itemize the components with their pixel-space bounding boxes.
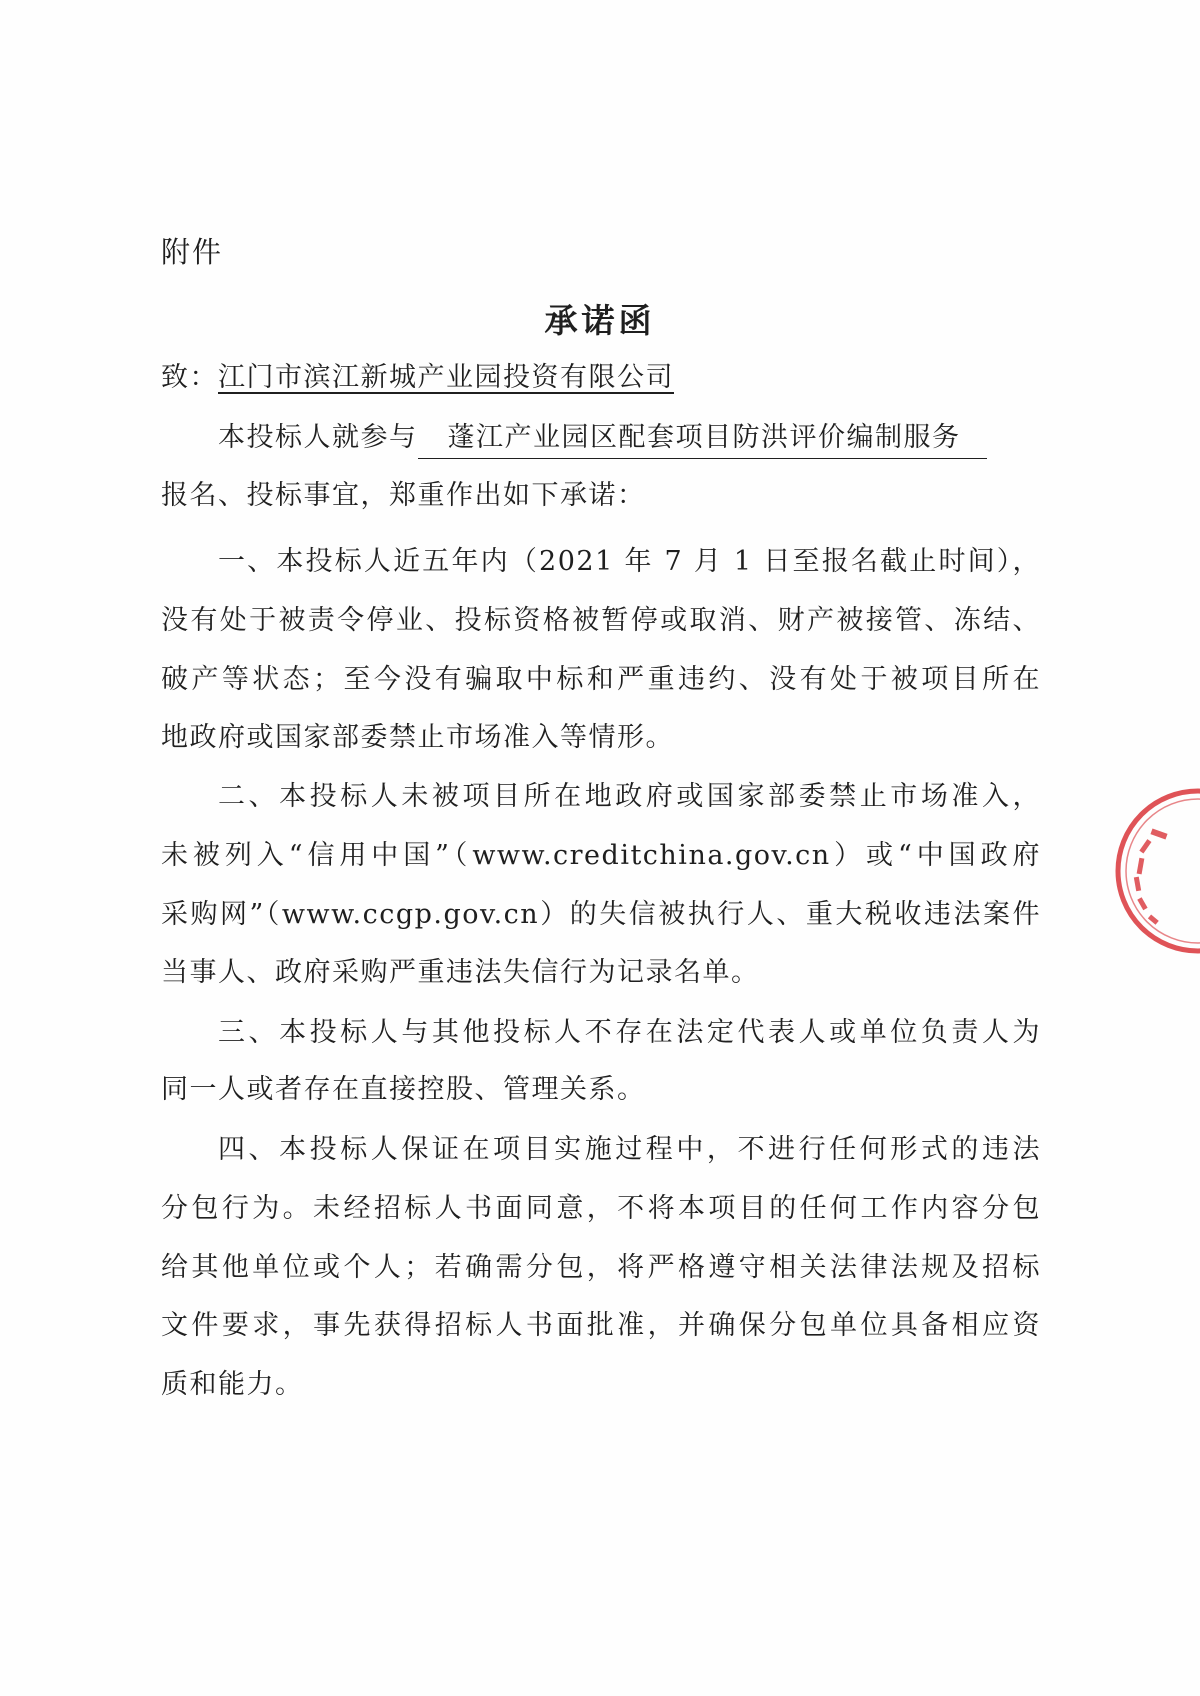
- recipient-name: 江门市滨江新城产业园投资有限公司: [218, 362, 674, 393]
- clause2-line: 当事人、政府采购严重违法失信行为记录名单。: [161, 957, 760, 988]
- clause3-line: 同一人或者存在直接控股、管理关系。: [161, 1074, 646, 1105]
- intro-prefix: 本投标人就参与: [218, 422, 418, 453]
- clause2-line: 采购网”（www.ccgp.gov.cn）的失信被执行人、重大税收违法案件: [161, 899, 1041, 930]
- intro-line: [218, 418, 1041, 459]
- page-title: 承诺函: [544, 301, 656, 340]
- clause4-line: 文件要求，事先获得招标人书面批准，并确保分包单位具备相应资: [161, 1310, 1041, 1341]
- clause1-line: 没有处于被责令停业、投标资格被暂停或取消、财产被接管、冻结、: [161, 605, 1041, 636]
- project-name: 蓬江产业园区配套项目防洪评价编制服务: [418, 420, 987, 459]
- intro-suffix: 报名、投标事宜，郑重作出如下承诺：: [161, 480, 646, 511]
- clause1-line: 地政府或国家部委禁止市场准入等情形。: [161, 722, 674, 753]
- recipient-line: [161, 358, 1041, 398]
- clause4-line: 给其他单位或个人；若确需分包，将严格遵守相关法律法规及招标: [161, 1252, 1041, 1283]
- clause3-line: 三、本投标人与其他投标人不存在法定代表人或单位负责人为: [218, 1017, 1041, 1048]
- clause2-line: 未被列入“信用中国”（www.creditchina.gov.cn）或“中国政府: [161, 840, 1041, 871]
- clause4-line: 四、本投标人保证在项目实施过程中，不进行任何形式的违法: [218, 1134, 1041, 1165]
- clause4-line: 质和能力。: [161, 1369, 304, 1400]
- company-seal-icon: [1068, 786, 1200, 956]
- clause2-line: 二、本投标人未被项目所在地政府或国家部委禁止市场准入，: [218, 781, 1041, 812]
- clause1-line: 破产等状态；至今没有骗取中标和严重违约、没有处于被项目所在: [161, 664, 1041, 695]
- attachment-label: 附件: [161, 235, 224, 269]
- clause4-line: 分包行为。未经招标人书面同意，不将本项目的任何工作内容分包: [161, 1193, 1041, 1224]
- recipient-prefix: 致：: [161, 362, 218, 393]
- clause1-line: 一、本投标人近五年内（2021 年 7 月 1 日至报名截止时间），: [218, 546, 1041, 577]
